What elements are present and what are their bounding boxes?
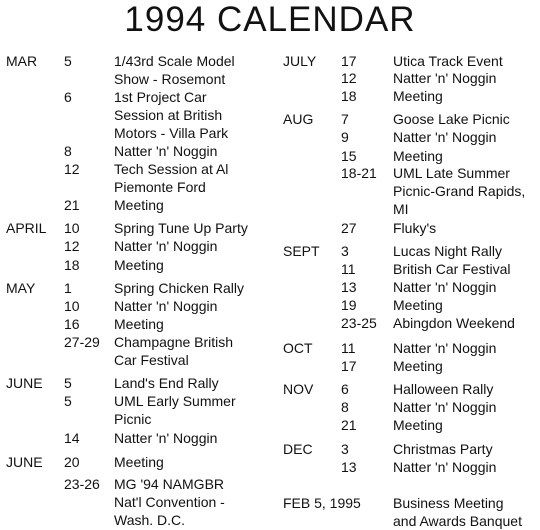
event-day: 1	[64, 280, 72, 296]
event-description: Meeting	[393, 417, 443, 433]
event-day: 5	[64, 393, 72, 409]
event-description: MG '94 NAMGBR Nat'l Convention - Wash. D.C.	[114, 476, 225, 528]
event-day: 20	[64, 454, 80, 470]
event-day: 7	[341, 111, 349, 127]
event-day: 11	[341, 261, 356, 277]
event-day: 3	[341, 243, 349, 259]
event-description: Natter 'n' Noggin	[393, 340, 497, 356]
feb-description: Business Meeting and Awards Banquet	[393, 495, 522, 529]
month-label-june: JUNE	[6, 375, 43, 391]
event-description: Meeting	[393, 297, 443, 313]
event-day: 15	[341, 148, 357, 164]
event-day: 17	[341, 358, 357, 374]
event-day: 12	[341, 70, 357, 86]
event-description: Natter 'n' Noggin	[393, 459, 497, 475]
event-description: Halloween Rally	[393, 381, 494, 397]
event-description: Natter 'n' Noggin	[393, 279, 497, 295]
event-description: Natter 'n' Noggin	[114, 238, 218, 254]
event-description: Abingdon Weekend	[393, 315, 515, 331]
event-description: Spring Tune Up Party	[114, 220, 248, 236]
event-description: Spring Chicken Rally	[114, 280, 244, 296]
event-description: Natter 'n' Noggin	[114, 143, 218, 159]
event-day: 18-21	[341, 165, 377, 181]
event-description: Meeting	[114, 197, 164, 213]
event-description: British Car Festival	[393, 261, 511, 277]
event-day: 21	[341, 417, 357, 433]
event-description: Natter 'n' Noggin	[114, 298, 218, 314]
month-label-aug: AUG	[283, 111, 314, 127]
event-day: 27	[341, 220, 357, 236]
event-day: 6	[64, 89, 72, 105]
event-day: 21	[64, 197, 80, 213]
event-description: Land's End Rally	[114, 375, 219, 391]
event-day: 10	[64, 298, 80, 314]
event-description: Champagne British Car Festival	[114, 334, 234, 368]
event-description: Natter 'n' Noggin	[393, 129, 497, 145]
event-day: 12	[64, 238, 80, 254]
event-description: Tech Session at Al Piemonte Ford	[114, 161, 229, 195]
event-day: 5	[64, 375, 72, 391]
event-description: UML Early Summer Picnic	[114, 393, 236, 427]
feb-date: FEB 5, 1995	[283, 495, 361, 511]
event-day: 23-25	[341, 315, 377, 331]
event-day: 12	[64, 161, 80, 177]
event-day: 11	[341, 340, 356, 356]
event-day: 17	[341, 53, 357, 69]
event-description: Meeting	[393, 88, 443, 104]
event-description: 1st Project Car Session at British Motors - Villa Park	[114, 89, 229, 141]
event-description: Natter 'n' Noggin	[393, 70, 497, 86]
event-day: 18	[64, 257, 80, 273]
event-description: Utica Track Event	[393, 53, 503, 69]
month-label-nov: NOV	[283, 381, 314, 397]
event-description: Meeting	[393, 148, 443, 164]
event-day: 9	[341, 129, 349, 145]
month-label-mar: MAR	[6, 53, 38, 69]
event-day: 3	[341, 441, 349, 457]
event-description: Goose Lake Picnic	[393, 111, 510, 127]
month-label-may: MAY	[6, 280, 36, 296]
month-label-june-second: JUNE	[6, 454, 43, 470]
event-day: 13	[341, 279, 357, 295]
event-description: Lucas Night Rally	[393, 243, 502, 259]
month-label-sept: SEPT	[283, 243, 320, 259]
page-title: 1994 CALENDAR	[124, 0, 416, 39]
event-description: Fluky's	[393, 220, 437, 236]
event-day: 19	[341, 297, 357, 313]
event-description: Natter 'n' Noggin	[114, 430, 218, 446]
event-day: 18	[341, 88, 357, 104]
event-description: Meeting	[114, 257, 164, 273]
event-day: 8	[64, 143, 72, 159]
event-description: Meeting	[114, 454, 164, 470]
event-description: 1/43rd Scale Model Show - Rosemont	[114, 53, 235, 87]
event-day: 14	[64, 430, 80, 446]
event-description: UML Late Summer Picnic-Grand Rapids, MI	[393, 165, 526, 217]
event-description: Christmas Party	[393, 441, 493, 457]
event-day: 27-29	[64, 334, 100, 350]
event-day: 10	[64, 220, 80, 236]
event-day: 5	[64, 53, 72, 69]
month-label-april: APRIL	[6, 220, 47, 236]
event-description: Meeting	[114, 316, 164, 332]
event-day: 16	[64, 316, 80, 332]
event-description: Meeting	[393, 358, 443, 374]
event-day: 6	[341, 381, 349, 397]
event-day: 13	[341, 459, 357, 475]
event-description: Natter 'n' Noggin	[393, 399, 497, 415]
month-label-dec: DEC	[283, 441, 313, 457]
month-label-july: JULY	[283, 53, 317, 69]
event-day: 8	[341, 399, 349, 415]
month-label-oct: OCT	[283, 340, 313, 356]
event-day: 23-26	[64, 476, 100, 492]
